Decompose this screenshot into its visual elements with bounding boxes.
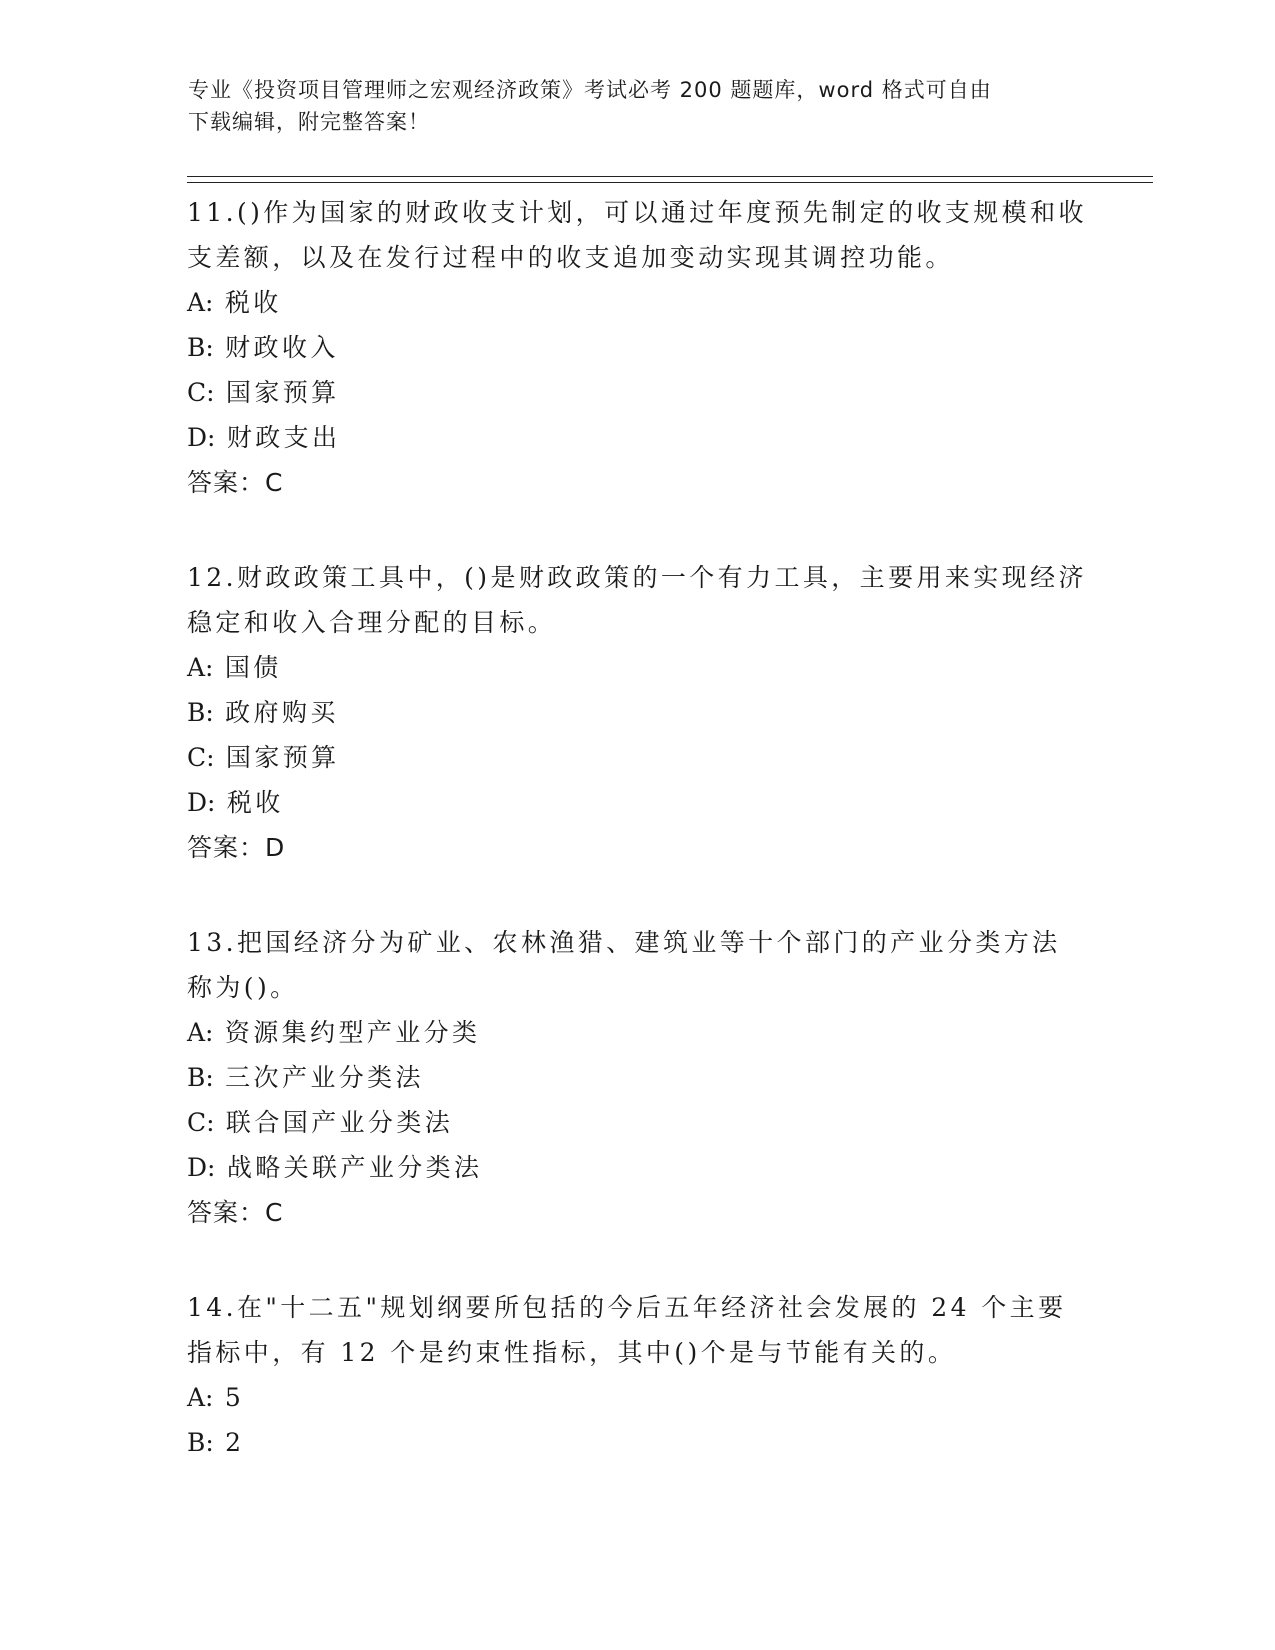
option-c [187, 735, 1087, 780]
option-c [187, 1100, 1087, 1145]
option-text: 税收 [226, 788, 284, 817]
option-text: 国家预算 [225, 743, 340, 772]
option-text: 政府购买 [225, 698, 339, 727]
option-letter: D: [187, 423, 216, 452]
header-line-2: 下载编辑，附完整答案！ [188, 110, 430, 134]
option-letter: A: [187, 653, 214, 682]
option-text: 战略关联产业分类法 [226, 1153, 483, 1182]
option-letter: B: [187, 698, 214, 727]
question-12 [187, 555, 1087, 870]
header-rule-top [187, 176, 1153, 177]
option-a [187, 1010, 1087, 1055]
option-letter: B: [187, 1063, 214, 1092]
option-text: 财政支出 [226, 423, 341, 452]
option-d [187, 415, 1087, 460]
option-letter: C: [187, 1108, 215, 1137]
option-a [187, 1375, 1087, 1420]
question-11 [187, 190, 1087, 505]
option-letter: D: [187, 1153, 216, 1182]
option-text: 国债 [224, 653, 282, 682]
option-text: 5 [224, 1383, 245, 1412]
option-b [187, 1420, 1087, 1465]
option-a [187, 280, 1087, 325]
question-14 [187, 1285, 1087, 1465]
option-letter: A: [187, 1383, 214, 1412]
option-a [187, 645, 1087, 690]
option-d [187, 780, 1087, 825]
question-13 [187, 920, 1087, 1235]
question-text: 11.()作为国家的财政收支计划，可以通过年度预先制定的收支规模和收支差额，以及在发行过程中的收支追加变动实现其调控功能。 [187, 198, 1087, 272]
answer-line: 答案：D [187, 833, 286, 862]
option-text: 国家预算 [225, 378, 340, 407]
answer-line: 答案：C [187, 468, 284, 497]
option-letter: B: [187, 1428, 214, 1457]
header-line-1: 专业《投资项目管理师之宏观经济政策》考试必考 200 题题库，word 格式可自由 [188, 78, 992, 102]
option-c [187, 370, 1087, 415]
option-letter: B: [187, 333, 214, 362]
question-text: 14.在"十二五"规划纲要所包括的今后五年经济社会发展的 24 个主要指标中，有 12 个是约束性指标，其中()个是与节能有关的。 [187, 1293, 1067, 1367]
answer-line: 答案：C [187, 1198, 284, 1227]
option-text: 财政收入 [225, 333, 339, 362]
option-text: 2 [225, 1428, 245, 1457]
header-rule-bottom [187, 182, 1153, 183]
option-d [187, 1145, 1087, 1190]
option-b [187, 690, 1087, 735]
question-list [187, 190, 1087, 1465]
document-header [188, 74, 1088, 138]
option-letter: A: [187, 288, 214, 317]
option-letter: C: [187, 378, 215, 407]
option-b [187, 325, 1087, 370]
option-letter: C: [187, 743, 215, 772]
option-text: 税收 [224, 288, 282, 317]
question-text: 12.财政政策工具中，()是财政政策的一个有力工具，主要用来实现经济稳定和收入合理分配的目标。 [187, 563, 1087, 637]
option-letter: A: [187, 1018, 214, 1047]
option-b [187, 1055, 1087, 1100]
option-letter: D: [187, 788, 216, 817]
option-text: 资源集约型产业分类 [224, 1018, 481, 1047]
question-text: 13.把国经济分为矿业、农林渔猎、建筑业等十个部门的产业分类方法称为()。 [187, 928, 1061, 1002]
option-text: 联合国产业分类法 [225, 1108, 454, 1137]
option-text: 三次产业分类法 [225, 1063, 424, 1092]
